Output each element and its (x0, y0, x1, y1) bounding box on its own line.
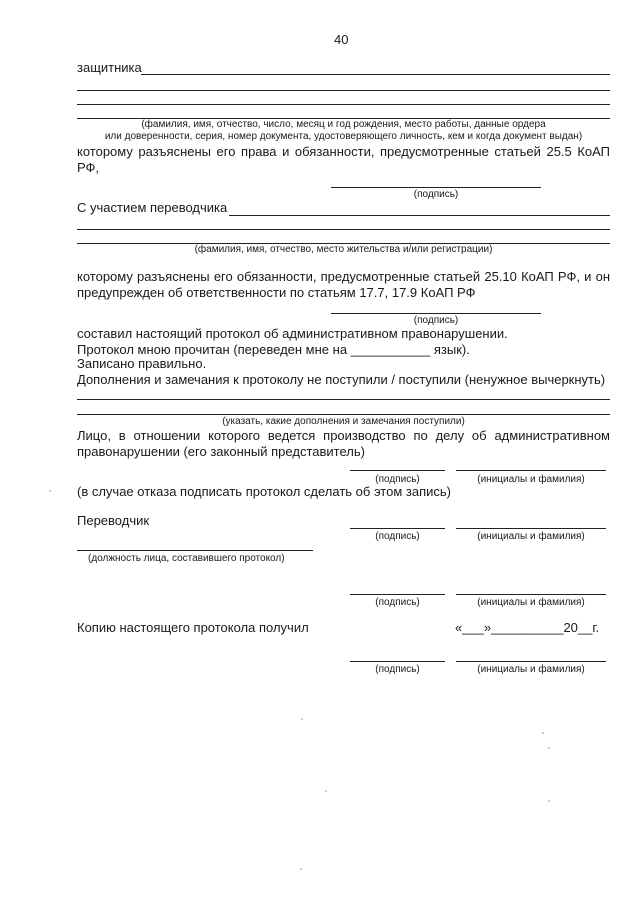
scan-speck (325, 790, 327, 792)
signature-line[interactable] (350, 661, 445, 662)
copy-received-date[interactable]: «___»__________20__г. (455, 620, 600, 635)
defender-field-line[interactable] (77, 104, 610, 105)
position-caption: (должность лица, составившего протокол) (88, 553, 285, 564)
initials-caption: (инициалы и фамилия) (477, 597, 585, 608)
scan-speck (301, 718, 303, 720)
signature-caption: (подпись) (413, 315, 459, 326)
refusal-note: (в случае отказа подписать протокол сделать об этом запись) (77, 484, 451, 499)
interpreter-label: С участием переводчика (77, 200, 228, 215)
initials-line[interactable] (456, 470, 606, 471)
signature-line[interactable] (350, 470, 445, 471)
defender-field-line[interactable] (77, 90, 610, 91)
interpreter-caption: (фамилия, имя, отчество, место жительства и/или регистрации) (194, 244, 493, 255)
copy-received-label: Копию настоящего протокола получил (77, 620, 309, 635)
scan-speck (548, 747, 550, 749)
initials-line[interactable] (456, 594, 606, 595)
scan-speck (542, 732, 544, 734)
protocol-read-suffix: язык). (433, 342, 470, 357)
remarks-field-line[interactable] (77, 399, 610, 400)
accused-text: правонарушении (его законный представитель) (77, 444, 365, 459)
scan-speck (49, 490, 51, 492)
initials-caption: (инициалы и фамилия) (477, 664, 585, 675)
defender-field-line[interactable] (141, 74, 610, 75)
defender-caption: (фамилия, имя, отчество, число, месяц и год рождения, место работы, данные ордера (141, 119, 546, 130)
signature-line[interactable] (331, 187, 541, 188)
signature-caption: (подпись) (375, 474, 420, 485)
defender-rights-text: РФ, (77, 160, 100, 175)
scan-speck (548, 800, 550, 802)
signature-caption: (подпись) (375, 597, 420, 608)
signature-caption: (подпись) (375, 531, 420, 542)
interpreter-field-line[interactable] (229, 215, 610, 216)
initials-caption: (инициалы и фамилия) (477, 531, 585, 542)
scan-speck (300, 868, 302, 870)
remarks-statement: Дополнения и замечания к протоколу не поступили / поступили (ненужное вычеркнуть) (77, 372, 606, 387)
accused-text: Лицо, в отношении которого ведется производство по делу об административном (77, 428, 610, 443)
signature-line[interactable] (350, 594, 445, 595)
initials-line[interactable] (456, 661, 606, 662)
page-number: 40 (334, 32, 349, 47)
defender-label: защитника (77, 60, 142, 75)
signature-line[interactable] (350, 528, 445, 529)
signature-caption: (подпись) (375, 664, 420, 675)
position-field-line[interactable] (77, 550, 313, 551)
protocol-read-text: Протокол мною прочитан (переведен мне на (77, 342, 348, 357)
language-blank[interactable]: ___________ (350, 342, 431, 357)
written-correctly: Записано правильно. (77, 356, 207, 371)
initials-line[interactable] (456, 528, 606, 529)
translator-label: Переводчик (77, 513, 150, 528)
protocol-statement: составил настоящий протокол об административном правонарушении. (77, 326, 508, 341)
defender-rights-text: которому разъяснены его права и обязанности, предусмотренные статьей 25.5 КоАП (77, 144, 610, 159)
signature-line[interactable] (331, 313, 541, 314)
signature-caption: (подпись) (413, 189, 459, 200)
interpreter-rights-text: предупрежден об ответственности по статьям 17.7, 17.9 КоАП РФ (77, 285, 476, 300)
remarks-field-line[interactable] (77, 414, 610, 415)
defender-caption: или доверенности, серия, номер документа, удостоверяющего личность, кем и когда документ выдан) (104, 131, 583, 142)
interpreter-field-line[interactable] (77, 229, 610, 230)
initials-caption: (инициалы и фамилия) (477, 474, 585, 485)
interpreter-rights-text: которому разъяснены его обязанности, предусмотренные статьей 25.10 КоАП РФ, и он (77, 269, 610, 284)
remarks-caption: (указать, какие дополнения и замечания поступили) (222, 416, 465, 427)
